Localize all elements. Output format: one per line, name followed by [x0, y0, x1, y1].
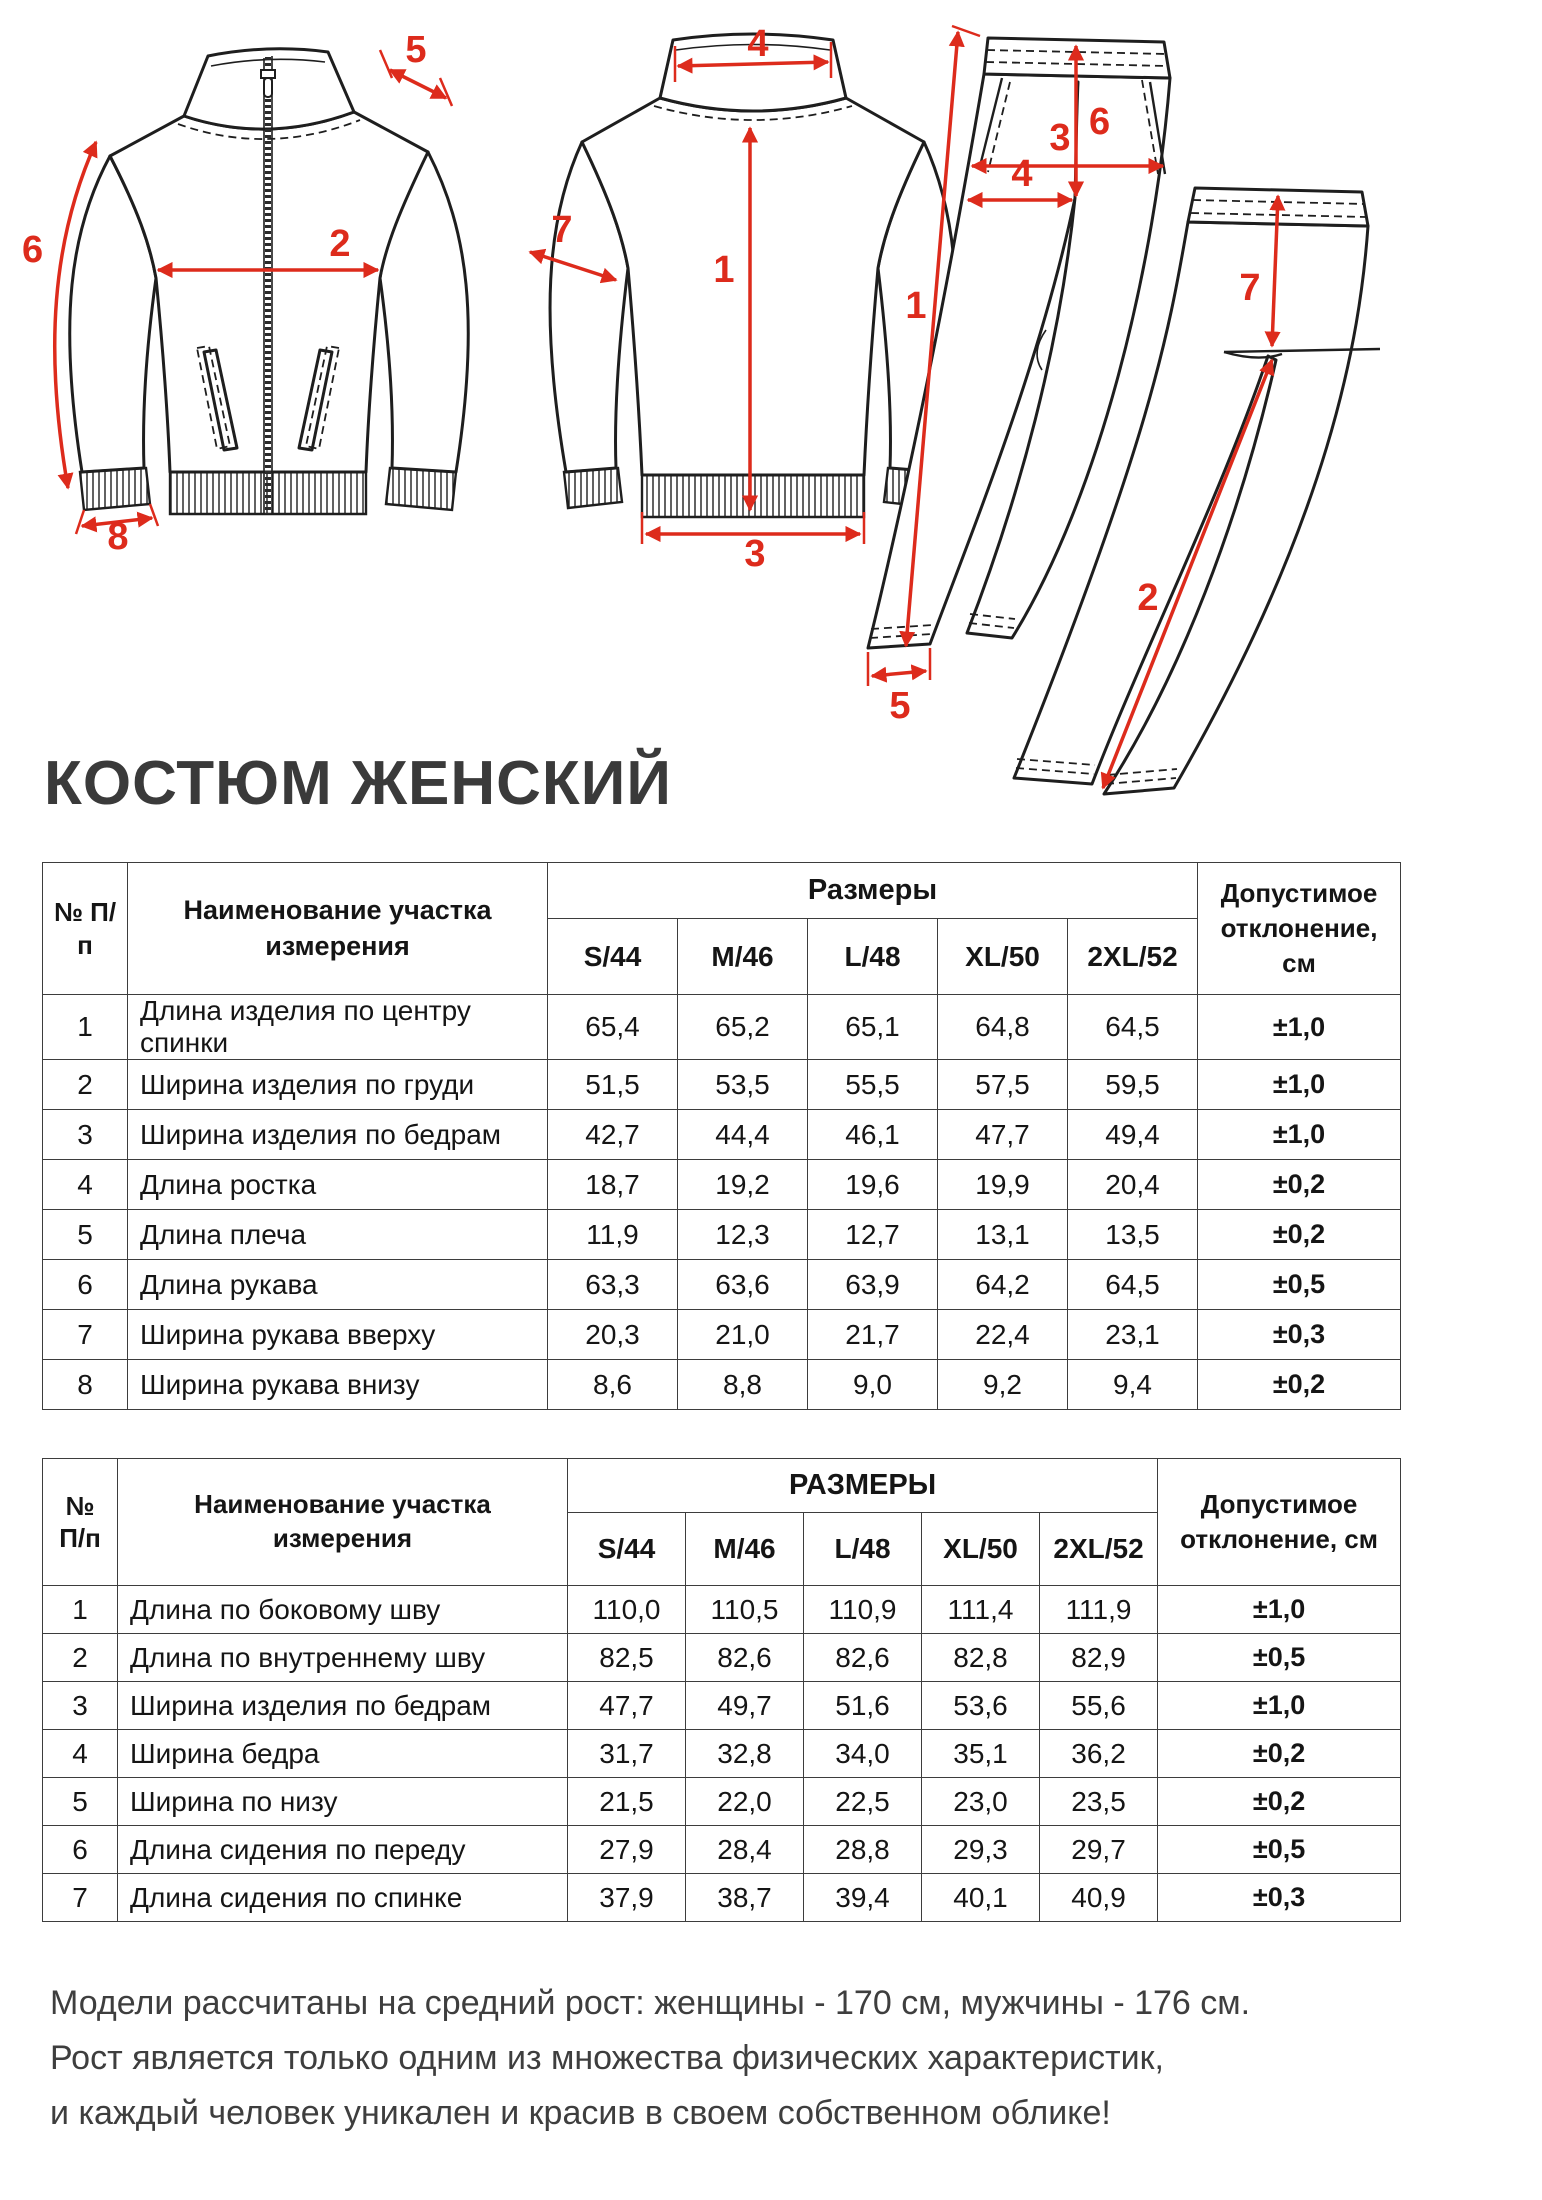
size-value-cell: 27,9 [568, 1826, 686, 1874]
col-header-size-xl50: XL/50 [922, 1513, 1040, 1586]
size-value-cell: 23,5 [1040, 1778, 1158, 1826]
tolerance-cell: ±0,3 [1158, 1874, 1401, 1922]
size-value-cell: 82,5 [568, 1634, 686, 1682]
footer-note-line-3: и каждый человек уникален и красив в своем собственном облике! [50, 2094, 1111, 2132]
size-value-cell: 8,8 [678, 1360, 808, 1410]
size-value-cell: 21,0 [678, 1310, 808, 1360]
row-number-cell: 8 [43, 1360, 128, 1410]
dim-label-side-seam: 1 [905, 285, 927, 327]
size-value-cell: 55,5 [808, 1060, 938, 1110]
tolerance-cell: ±0,3 [1198, 1310, 1401, 1360]
table-row [43, 1682, 1401, 1730]
dim-label-sleeve-top-width: 7 [551, 209, 573, 251]
measure-name-cell: Длина сидения по спинке [118, 1874, 568, 1922]
size-value-cell: 21,7 [808, 1310, 938, 1360]
size-value-cell: 18,7 [548, 1160, 678, 1210]
size-value-cell: 37,9 [568, 1874, 686, 1922]
size-value-cell: 40,1 [922, 1874, 1040, 1922]
table-row [43, 1634, 1401, 1682]
table-row [43, 1360, 1401, 1410]
tolerance-cell: ±1,0 [1158, 1682, 1401, 1730]
row-number-cell: 3 [43, 1110, 128, 1160]
col-header-size-xl50: XL/50 [938, 919, 1068, 995]
size-value-cell: 64,8 [938, 995, 1068, 1060]
size-value-cell: 65,2 [678, 995, 808, 1060]
col-header-sizes-group: РАЗМЕРЫ [568, 1459, 1158, 1513]
size-value-cell: 111,4 [922, 1586, 1040, 1634]
size-value-cell: 42,7 [548, 1110, 678, 1160]
col-header-size-l48: L/48 [804, 1513, 922, 1586]
dim-label-cuff-width: 8 [107, 516, 129, 550]
size-value-cell: 111,9 [1040, 1586, 1158, 1634]
tolerance-cell: ±1,0 [1198, 1060, 1401, 1110]
row-number-cell: 4 [43, 1730, 118, 1778]
size-value-cell: 12,3 [678, 1210, 808, 1260]
size-value-cell: 110,9 [804, 1586, 922, 1634]
col-header-size-m46: M/46 [686, 1513, 804, 1586]
jacket-front-drawing [18, 20, 510, 550]
size-value-cell: 29,3 [922, 1826, 1040, 1874]
table-row [43, 1730, 1401, 1778]
dim-label-front-rise: 6 [1089, 101, 1111, 143]
measure-name-cell: Длина по внутреннему шву [118, 1634, 568, 1682]
row-number-cell: 1 [43, 1586, 118, 1634]
measure-name-cell: Длина рукава [128, 1260, 548, 1310]
size-value-cell: 34,0 [804, 1730, 922, 1778]
jacket-size-table [42, 862, 1401, 1410]
table-row [43, 995, 1401, 1060]
measure-name-cell: Ширина бедра [118, 1730, 568, 1778]
row-number-cell: 6 [43, 1826, 118, 1874]
size-value-cell: 53,5 [678, 1060, 808, 1110]
measure-name-cell: Ширина изделия по бедрам [118, 1682, 568, 1730]
col-header-size-2xl52: 2XL/52 [1068, 919, 1198, 995]
size-value-cell: 57,5 [938, 1060, 1068, 1110]
size-value-cell: 19,2 [678, 1160, 808, 1210]
size-value-cell: 35,1 [922, 1730, 1040, 1778]
size-value-cell: 51,5 [548, 1060, 678, 1110]
size-value-cell: 28,4 [686, 1826, 804, 1874]
dim-label-thigh-width: 4 [1011, 153, 1033, 195]
measure-name-cell: Ширина рукава вверху [128, 1310, 548, 1360]
table-row [43, 1778, 1401, 1826]
table-row [43, 1310, 1401, 1360]
footer-note-line-2: Рост является только одним из множества физических характеристик, [50, 2039, 1164, 2077]
dim-label-inseam: 2 [1137, 577, 1159, 619]
measure-name-cell: Длина плеча [128, 1210, 548, 1260]
footer-note [50, 1976, 1510, 2141]
col-header-size-l48: L/48 [808, 919, 938, 995]
size-value-cell: 8,6 [548, 1360, 678, 1410]
tolerance-cell: ±0,2 [1198, 1360, 1401, 1410]
table-row [43, 1060, 1401, 1110]
size-value-cell: 23,0 [922, 1778, 1040, 1826]
size-value-cell: 82,8 [922, 1634, 1040, 1682]
row-number-cell: 2 [43, 1634, 118, 1682]
size-value-cell: 38,7 [686, 1874, 804, 1922]
table-row [43, 1874, 1401, 1922]
table-row [43, 1586, 1401, 1634]
size-value-cell: 19,6 [808, 1160, 938, 1210]
pants-size-table [42, 1458, 1401, 1922]
dim-label-chest-width: 2 [329, 223, 351, 265]
size-value-cell: 82,6 [686, 1634, 804, 1682]
size-value-cell: 55,6 [1040, 1682, 1158, 1730]
measure-name-cell: Ширина изделия по груди [128, 1060, 548, 1110]
tolerance-cell: ±1,0 [1198, 995, 1401, 1060]
page-title: КОСТЮМ ЖЕНСКИЙ [44, 748, 672, 818]
row-number-cell: 7 [43, 1874, 118, 1922]
size-value-cell: 63,3 [548, 1260, 678, 1310]
size-value-cell: 36,2 [1040, 1730, 1158, 1778]
size-value-cell: 22,5 [804, 1778, 922, 1826]
row-number-cell: 7 [43, 1310, 128, 1360]
size-value-cell: 46,1 [808, 1110, 938, 1160]
row-number-cell: 5 [43, 1210, 128, 1260]
col-header-size-m46: M/46 [678, 919, 808, 995]
size-value-cell: 12,7 [808, 1210, 938, 1260]
dim-label-back-length: 1 [713, 249, 735, 291]
size-value-cell: 9,2 [938, 1360, 1068, 1410]
row-number-cell: 1 [43, 995, 128, 1060]
tolerance-cell: ±0,5 [1158, 1634, 1401, 1682]
size-value-cell: 82,6 [804, 1634, 922, 1682]
size-value-cell: 22,0 [686, 1778, 804, 1826]
table-row [43, 1260, 1401, 1310]
footer-note-line-1: Модели рассчитаны на средний рост: женщины - 170 см, мужчины - 176 см. [50, 1984, 1251, 2022]
row-number-cell: 6 [43, 1260, 128, 1310]
size-value-cell: 44,4 [678, 1110, 808, 1160]
size-value-cell: 65,4 [548, 995, 678, 1060]
dim-label-hem-width: 3 [744, 533, 766, 568]
col-header-row-number: № П/п [43, 863, 128, 995]
dim-label-shoulder-length: 5 [405, 29, 427, 71]
size-value-cell: 21,5 [568, 1778, 686, 1826]
table-row [43, 1160, 1401, 1210]
size-value-cell: 29,7 [1040, 1826, 1158, 1874]
col-header-tolerance: Допустимое отклонение, см [1198, 863, 1401, 995]
measure-name-cell: Длина по боковому шву [118, 1586, 568, 1634]
row-number-cell: 3 [43, 1682, 118, 1730]
size-value-cell: 49,7 [686, 1682, 804, 1730]
tolerance-cell: ±0,5 [1198, 1260, 1401, 1310]
size-value-cell: 51,6 [804, 1682, 922, 1730]
size-value-cell: 47,7 [568, 1682, 686, 1730]
size-value-cell: 28,8 [804, 1826, 922, 1874]
size-value-cell: 31,7 [568, 1730, 686, 1778]
measure-name-cell: Длина ростка [128, 1160, 548, 1210]
size-value-cell: 13,5 [1068, 1210, 1198, 1260]
tolerance-cell: ±0,5 [1158, 1826, 1401, 1874]
size-value-cell: 64,5 [1068, 995, 1198, 1060]
size-value-cell: 110,5 [686, 1586, 804, 1634]
size-value-cell: 22,4 [938, 1310, 1068, 1360]
measure-name-cell: Длина изделия по центру спинки [128, 995, 548, 1060]
dim-label-neck-width: 4 [747, 23, 769, 65]
size-value-cell: 20,3 [548, 1310, 678, 1360]
measure-name-cell: Ширина изделия по бедрам [128, 1110, 548, 1160]
size-value-cell: 40,9 [1040, 1874, 1158, 1922]
size-value-cell: 63,6 [678, 1260, 808, 1310]
col-header-sizes-group: Размеры [548, 863, 1198, 919]
row-number-cell: 4 [43, 1160, 128, 1210]
size-value-cell: 49,4 [1068, 1110, 1198, 1160]
pants-back-drawing [1000, 138, 1384, 828]
table-row [43, 1826, 1401, 1874]
measure-name-cell: Ширина рукава внизу [128, 1360, 548, 1410]
col-header-size-2xl52: 2XL/52 [1040, 1513, 1158, 1586]
measure-name-cell: Ширина по низу [118, 1778, 568, 1826]
measure-name-cell: Длина сидения по переду [118, 1826, 568, 1874]
col-header-row-number: № П/п [43, 1459, 118, 1586]
size-value-cell: 39,4 [804, 1874, 922, 1922]
tolerance-cell: ±0,2 [1198, 1210, 1401, 1260]
tolerance-cell: ±0,2 [1198, 1160, 1401, 1210]
col-header-measure-name: Наименование участка измерения [118, 1459, 568, 1586]
dim-label-leg-opening: 5 [889, 685, 911, 727]
size-value-cell: 47,7 [938, 1110, 1068, 1160]
col-header-tolerance: Допустимое отклонение, см [1158, 1459, 1401, 1586]
tolerance-cell: ±0,2 [1158, 1778, 1401, 1826]
dim-label-hip-width: 3 [1049, 117, 1071, 159]
size-value-cell: 110,0 [568, 1586, 686, 1634]
size-value-cell: 64,5 [1068, 1260, 1198, 1310]
size-value-cell: 11,9 [548, 1210, 678, 1260]
size-value-cell: 82,9 [1040, 1634, 1158, 1682]
size-value-cell: 65,1 [808, 995, 938, 1060]
tolerance-cell: ±1,0 [1158, 1586, 1401, 1634]
size-value-cell: 9,0 [808, 1360, 938, 1410]
row-number-cell: 2 [43, 1060, 128, 1110]
size-value-cell: 32,8 [686, 1730, 804, 1778]
row-number-cell: 5 [43, 1778, 118, 1826]
tolerance-cell: ±1,0 [1198, 1110, 1401, 1160]
size-value-cell: 63,9 [808, 1260, 938, 1310]
col-header-measure-name: Наименование участка измерения [128, 863, 548, 995]
col-header-size-s44: S/44 [568, 1513, 686, 1586]
size-value-cell: 20,4 [1068, 1160, 1198, 1210]
dim-label-sleeve-length: 6 [22, 229, 44, 271]
col-header-size-s44: S/44 [548, 919, 678, 995]
table-row [43, 1110, 1401, 1160]
size-value-cell: 19,9 [938, 1160, 1068, 1210]
size-value-cell: 9,4 [1068, 1360, 1198, 1410]
dim-label-back-rise: 7 [1239, 267, 1261, 309]
size-value-cell: 13,1 [938, 1210, 1068, 1260]
table-row [43, 1210, 1401, 1260]
size-value-cell: 64,2 [938, 1260, 1068, 1310]
size-value-cell: 59,5 [1068, 1060, 1198, 1110]
tolerance-cell: ±0,2 [1158, 1730, 1401, 1778]
size-value-cell: 53,6 [922, 1682, 1040, 1730]
size-value-cell: 23,1 [1068, 1310, 1198, 1360]
